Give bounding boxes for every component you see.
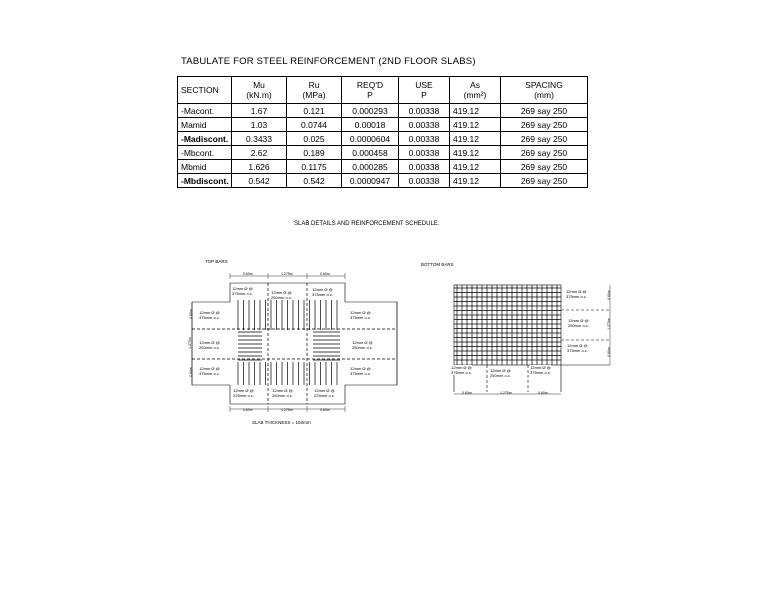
bb-note-r2: 12mm Ø @ 250mm o.c. bbox=[568, 318, 589, 328]
table-row bbox=[178, 132, 588, 146]
schedule-title: SLAB DETAILS AND REINFORCEMENT SCHEDULE: bbox=[294, 221, 440, 227]
bottom-bars-label: BOTTOM BARS bbox=[421, 262, 454, 267]
cell-section: -Madiscont. bbox=[178, 132, 232, 146]
cell-as: 419.12 bbox=[450, 118, 501, 132]
bb-dim-3: 0.60m bbox=[538, 391, 548, 395]
cell-as: 419.12 bbox=[450, 174, 501, 188]
col-header-as: As (mm²) bbox=[450, 77, 501, 104]
note-left-2: 12mm Ø @ 250mm o.c. bbox=[199, 340, 220, 350]
cell-spacing: 269 say 250 bbox=[501, 132, 588, 146]
cell-mu: 1.03 bbox=[232, 118, 287, 132]
cell-reqd-p: 0.00018 bbox=[342, 118, 399, 132]
col-header-use-p: USE P bbox=[399, 77, 450, 104]
cell-mu: 0.3433 bbox=[232, 132, 287, 146]
cell-as: 419.12 bbox=[450, 104, 501, 118]
cell-ru: 0.121 bbox=[287, 104, 342, 118]
cell-ru: 0.1175 bbox=[287, 160, 342, 174]
page-title: TABULATE FOR STEEL REINFORCEMENT (2ND FLOOR SLABS) bbox=[181, 56, 476, 67]
cell-use-p: 0.00338 bbox=[399, 132, 450, 146]
note-bot-left: 12mm Ø @ 225mm o.c. bbox=[233, 388, 254, 398]
cell-spacing: 269 say 250 bbox=[501, 146, 588, 160]
side-dim-2: 1.275m bbox=[187, 337, 192, 349]
top-dim-1: 0.60m bbox=[243, 272, 253, 276]
cell-use-p: 0.00338 bbox=[399, 160, 450, 174]
bb-note-b3: 12mm Ø @ 375mm o.c. bbox=[530, 365, 551, 375]
cell-spacing: 269 say 250 bbox=[501, 160, 588, 174]
note-bot-mid: 12mm Ø @ 150mm o.c. bbox=[272, 388, 293, 398]
col-header-section: SECTION bbox=[178, 77, 232, 104]
cell-as: 419.12 bbox=[450, 146, 501, 160]
cell-section: -Mbdiscont. bbox=[178, 174, 232, 188]
bottom-bars-drawing bbox=[450, 280, 620, 400]
col-header-ru: Ru (MPa) bbox=[287, 77, 342, 104]
note-right-3: 12mm Ø @ 375mm o.c. bbox=[350, 366, 371, 376]
cell-reqd-p: 0.000458 bbox=[342, 146, 399, 160]
cell-ru: 0.025 bbox=[287, 132, 342, 146]
note-left-3: 12mm Ø @ 375mm o.c. bbox=[199, 366, 220, 376]
cell-reqd-p: 0.0000604 bbox=[342, 132, 399, 146]
bb-side-dim-2: 1.275m bbox=[606, 318, 611, 330]
cell-mu: 1.626 bbox=[232, 160, 287, 174]
note-right-2: 12mm Ø @ 250mm o.c. bbox=[352, 340, 373, 350]
bot-dim-3: 0.60m bbox=[320, 408, 330, 412]
cell-spacing: 269 say 250 bbox=[501, 118, 588, 132]
col-header-mu: Mu (kN.m) bbox=[232, 77, 287, 104]
col-header-reqd-p: REQ'D P bbox=[342, 77, 399, 104]
cell-reqd-p: 0.000293 bbox=[342, 104, 399, 118]
table-row bbox=[178, 104, 588, 118]
cell-mu: 2.62 bbox=[232, 146, 287, 160]
cell-spacing: 269 say 250 bbox=[501, 104, 588, 118]
top-bars-label: TOP BARS bbox=[205, 259, 228, 264]
bb-side-dim-1: 0.60m bbox=[606, 290, 611, 300]
bb-note-r3: 12mm Ø @ 375mm o.c. bbox=[567, 343, 588, 353]
note-bot-right: 12mm Ø @ 225mm o.c. bbox=[314, 388, 335, 398]
cell-use-p: 0.00338 bbox=[399, 174, 450, 188]
cell-as: 419.12 bbox=[450, 132, 501, 146]
top-dim-2: 1.275m bbox=[281, 272, 293, 276]
bot-dim-2: 1.275m bbox=[281, 408, 293, 412]
cell-section: -Macont. bbox=[178, 104, 232, 118]
bb-dim-1: 0.60m bbox=[462, 391, 472, 395]
bot-dim-1: 0.60m bbox=[243, 408, 253, 412]
cell-section: -Mbcont. bbox=[178, 146, 232, 160]
table-row bbox=[178, 160, 588, 174]
reinforcement-table bbox=[177, 76, 588, 188]
bb-note-b2: 12mm Ø @ 250mm o.c. bbox=[490, 368, 511, 378]
cell-ru: 0.189 bbox=[287, 146, 342, 160]
top-dim-3: 0.60m bbox=[320, 272, 330, 276]
bb-side-dim-3: 0.60m bbox=[606, 347, 611, 357]
cell-mu: 0.542 bbox=[232, 174, 287, 188]
table-row bbox=[178, 118, 588, 132]
side-dim-1: 0.60m bbox=[188, 309, 193, 319]
side-dim-3: 0.60m bbox=[188, 367, 193, 377]
cell-section: Mamid bbox=[178, 118, 232, 132]
bb-dim-2: 1.275m bbox=[500, 391, 512, 395]
cell-use-p: 0.00338 bbox=[399, 118, 450, 132]
table-row bbox=[178, 174, 588, 188]
slab-thickness: SLAB THICKNESS = 150mm bbox=[252, 420, 311, 425]
col-header-spacing: SPACING (mm) bbox=[501, 77, 588, 104]
cell-ru: 0.542 bbox=[287, 174, 342, 188]
table-row bbox=[178, 146, 588, 160]
cell-reqd-p: 0.0000947 bbox=[342, 174, 399, 188]
table-header-row bbox=[178, 77, 588, 104]
cell-reqd-p: 0.000285 bbox=[342, 160, 399, 174]
cell-ru: 0.0744 bbox=[287, 118, 342, 132]
cell-spacing: 269 say 250 bbox=[501, 174, 588, 188]
bb-note-b1: 12mm Ø @ 375mm o.c. bbox=[451, 365, 472, 375]
cell-section: Mbmid bbox=[178, 160, 232, 174]
note-left-1: 12mm Ø @ 375mm o.c. bbox=[199, 310, 220, 320]
cell-use-p: 0.00338 bbox=[399, 146, 450, 160]
cell-use-p: 0.00338 bbox=[399, 104, 450, 118]
note-top-right: 12mm Ø @ 375mm o.c. bbox=[312, 287, 333, 297]
cell-mu: 1.67 bbox=[232, 104, 287, 118]
note-top-left: 12mm Ø @ 375mm o.c. bbox=[232, 286, 253, 296]
cell-as: 419.12 bbox=[450, 160, 501, 174]
note-top-mid: 12mm Ø @ 250mm o.c. bbox=[271, 290, 292, 300]
note-right-1: 12mm Ø @ 375mm o.c. bbox=[350, 310, 371, 320]
bb-note-r1: 12mm Ø @ 375mm o.c. bbox=[566, 289, 587, 299]
